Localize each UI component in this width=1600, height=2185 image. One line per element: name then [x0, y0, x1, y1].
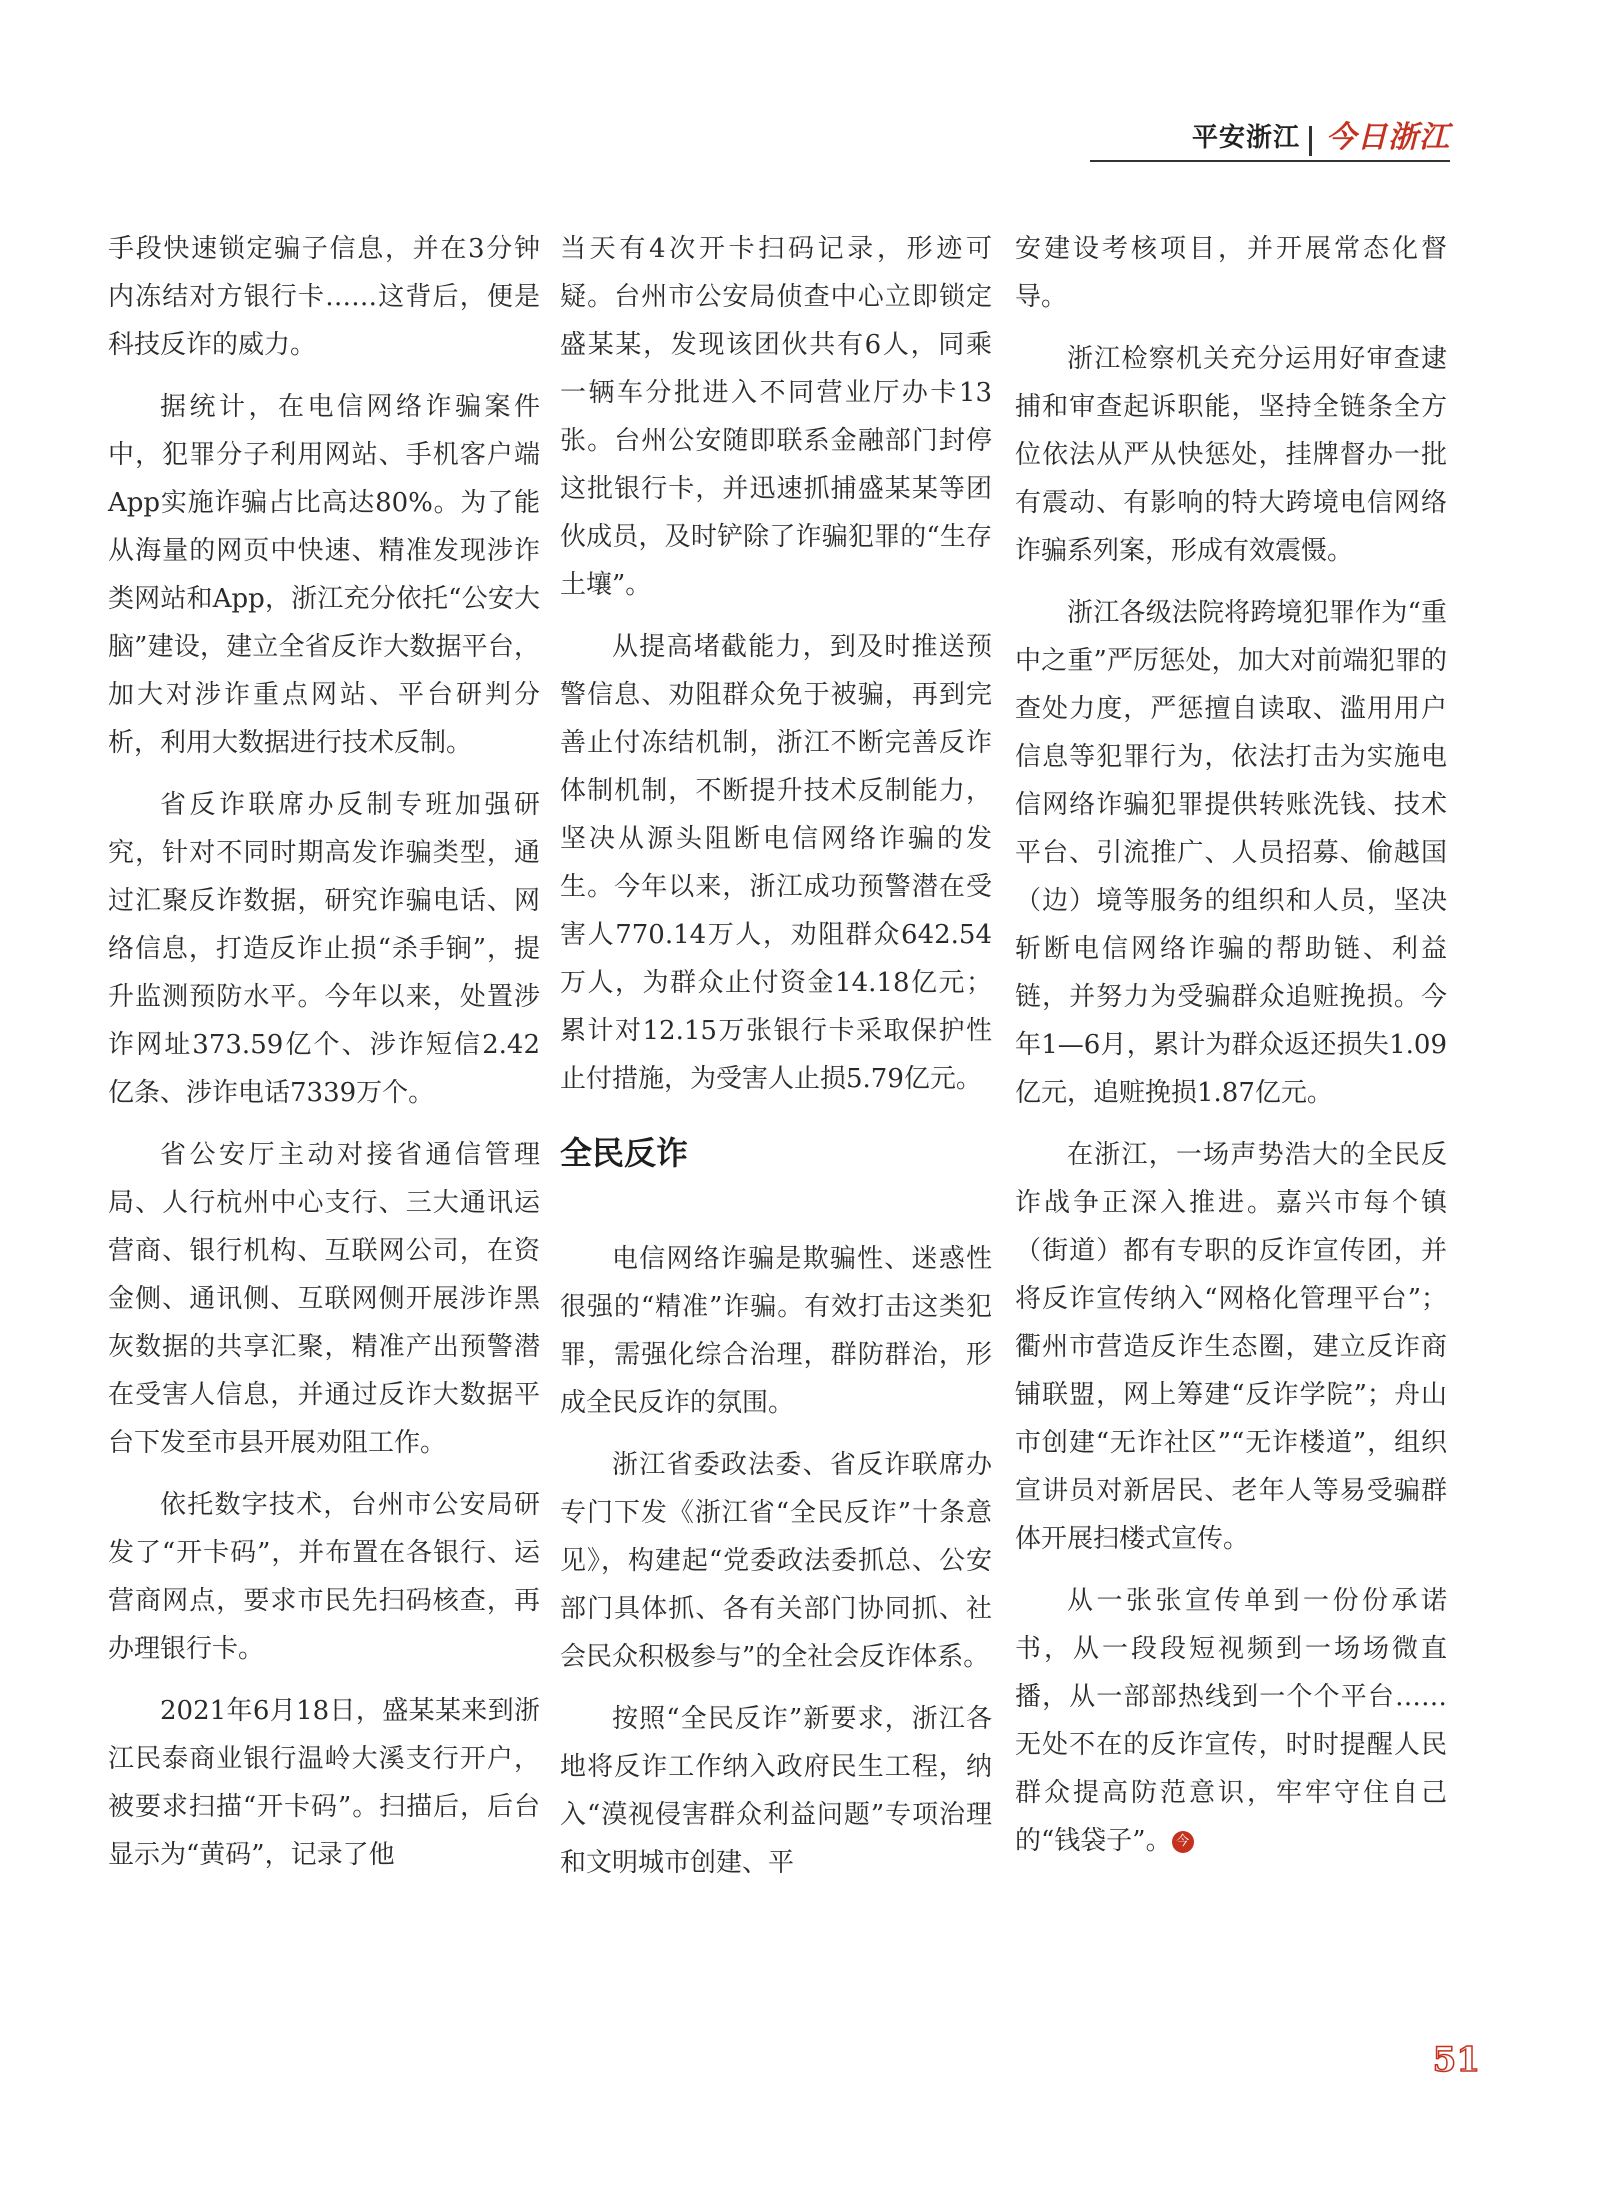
paragraph: 电信网络诈骗是欺骗性、迷惑性很强的“精准”诈骗。有效打击这类犯罪，需强化综合治理，群防群治，形成全民反诈的氛围。	[560, 1244, 992, 1418]
section-heading: 全民反诈	[560, 1134, 689, 1172]
article-column-1	[108, 225, 540, 1893]
page-header	[1090, 120, 1450, 162]
paragraph: 按照“全民反诈”新要求，浙江各地将反诈工作纳入政府民生工程，纳入“漠视侵害群众利益问题”专项治理和文明城市创建、平	[560, 1704, 992, 1878]
paragraph: 浙江检察机关充分运用好审查逮捕和审查起诉职能，坚持全链条全方位依法从严从快惩处，挂牌督办一批有震动、有影响的特大跨境电信网络诈骗系列案，形成有效震慑。	[1015, 344, 1447, 566]
paragraph: 2021年6月18日，盛某某来到浙江民泰商业银行温岭大溪支行开户，被要求扫描“开卡码”。扫描后，后台显示为“黄码”，记录了他	[108, 1696, 540, 1870]
paragraph: 省反诈联席办反制专班加强研究，针对不同时期高发诈骗类型，通过汇聚反诈数据，研究诈骗电话、网络信息，打造反诈止损“杀手锏”，提升监测预防水平。今年以来，处置涉诈网址373.59亿个、涉诈短信2.42亿条、涉诈电话7339万个。	[108, 790, 540, 1108]
section-name: 平安浙江	[1191, 123, 1300, 153]
paragraph: 依托数字技术，台州市公安局研发了“开卡码”，并布置在各银行、运营商网点，要求市民先扫码核查，再办理银行卡。	[108, 1490, 540, 1664]
page-number: 51	[1432, 2040, 1480, 2080]
paragraph: 手段快速锁定骗子信息，并在3分钟内冻结对方银行卡……这背后，便是科技反诈的威力。	[108, 234, 540, 360]
paragraph: 浙江各级法院将跨境犯罪作为“重中之重”严厉惩处，加大对前端犯罪的查处力度，严惩擅自读取、滥用用户信息等犯罪行为，依法打击为实施电信网络诈骗犯罪提供转账洗钱、技术平台、引流推广、人员招募、偷越国（边）境等服务的组织和人员，坚决斩断电信网络诈骗的帮助链、利益链，并努力为受骗群众追赃挽损。今年1—6月，累计为群众返还损失1.09亿元，追赃挽损1.87亿元。	[1015, 598, 1447, 1108]
paragraph: 在浙江，一场声势浩大的全民反诈战争正深入推进。嘉兴市每个镇（街道）都有专职的反诈宣传团，并将反诈宣传纳入“网格化管理平台”；衢州市营造反诈生态圈，建立反诈商铺联盟，网上筹建“反诈学院”；舟山市创建“无诈社区”“无诈楼道”，组织宣讲员对新居民、老年人等易受骗群体开展扫楼式宣传。	[1015, 1140, 1447, 1554]
header-rule	[1090, 160, 1450, 162]
paragraph: 当天有4次开卡扫码记录，形迹可疑。台州市公安局侦查中心立即锁定盛某某，发现该团伙共有6人，同乘一辆车分批进入不同营业厅办卡13张。台州公安随即联系金融部门封停这批银行卡，并迅速抓捕盛某某等团伙成员，及时铲除了诈骗犯罪的“生存土壤”。	[560, 234, 992, 600]
paragraph: 浙江省委政法委、省反诈联席办专门下发《浙江省“全民反诈”十条意见》，构建起“党委政法委抓总、公安部门具体抓、各有关部门协同抓、社会民众积极参与”的全社会反诈体系。	[560, 1450, 992, 1672]
end-mark-icon: 今	[1172, 1831, 1194, 1853]
paragraph: 安建设考核项目，并开展常态化督导。	[1015, 234, 1447, 312]
paragraph: 从提高堵截能力，到及时推送预警信息、劝阻群众免于被骗，再到完善止付冻结机制，浙江不断完善反诈体制机制，不断提升技术反制能力，坚决从源头阻断电信网络诈骗的发生。今年以来，浙江成功预警潜在受害人770.14万人，劝阻群众642.54万人，为群众止付资金14.18亿元；累计对12.15万张银行卡采取保护性止付措施，为受害人止损5.79亿元。	[560, 632, 992, 1094]
article-column-2	[560, 225, 992, 1901]
header-divider	[1309, 126, 1312, 156]
final-paragraph	[1015, 1577, 1447, 1865]
paragraph-text: 从一张张宣传单到一份份承诺书，从一段段短视频到一场场微直播，从一部部热线到一个个平台……无处不在的反诈宣传，时时提醒人民群众提高防范意识，牢牢守住自己的“钱袋子”。	[1015, 1586, 1447, 1856]
magazine-logo: 今日浙江	[1326, 120, 1450, 155]
article-column-3	[1015, 225, 1447, 1879]
paragraph: 省公安厅主动对接省通信管理局、人行杭州中心支行、三大通讯运营商、银行机构、互联网公司，在资金侧、通讯侧、互联网侧开展涉诈黑灰数据的共享汇聚，精准产出预警潜在受害人信息，并通过反诈大数据平台下发至市县开展劝阻工作。	[108, 1140, 540, 1458]
paragraph: 据统计，在电信网络诈骗案件中，犯罪分子利用网站、手机客户端App实施诈骗占比高达80%。为了能从海量的网页中快速、精准发现涉诈类网站和App，浙江充分依托“公安大脑”建设，建立全省反诈大数据平台，加大对涉诈重点网站、平台研判分析，利用大数据进行技术反制。	[108, 392, 540, 758]
